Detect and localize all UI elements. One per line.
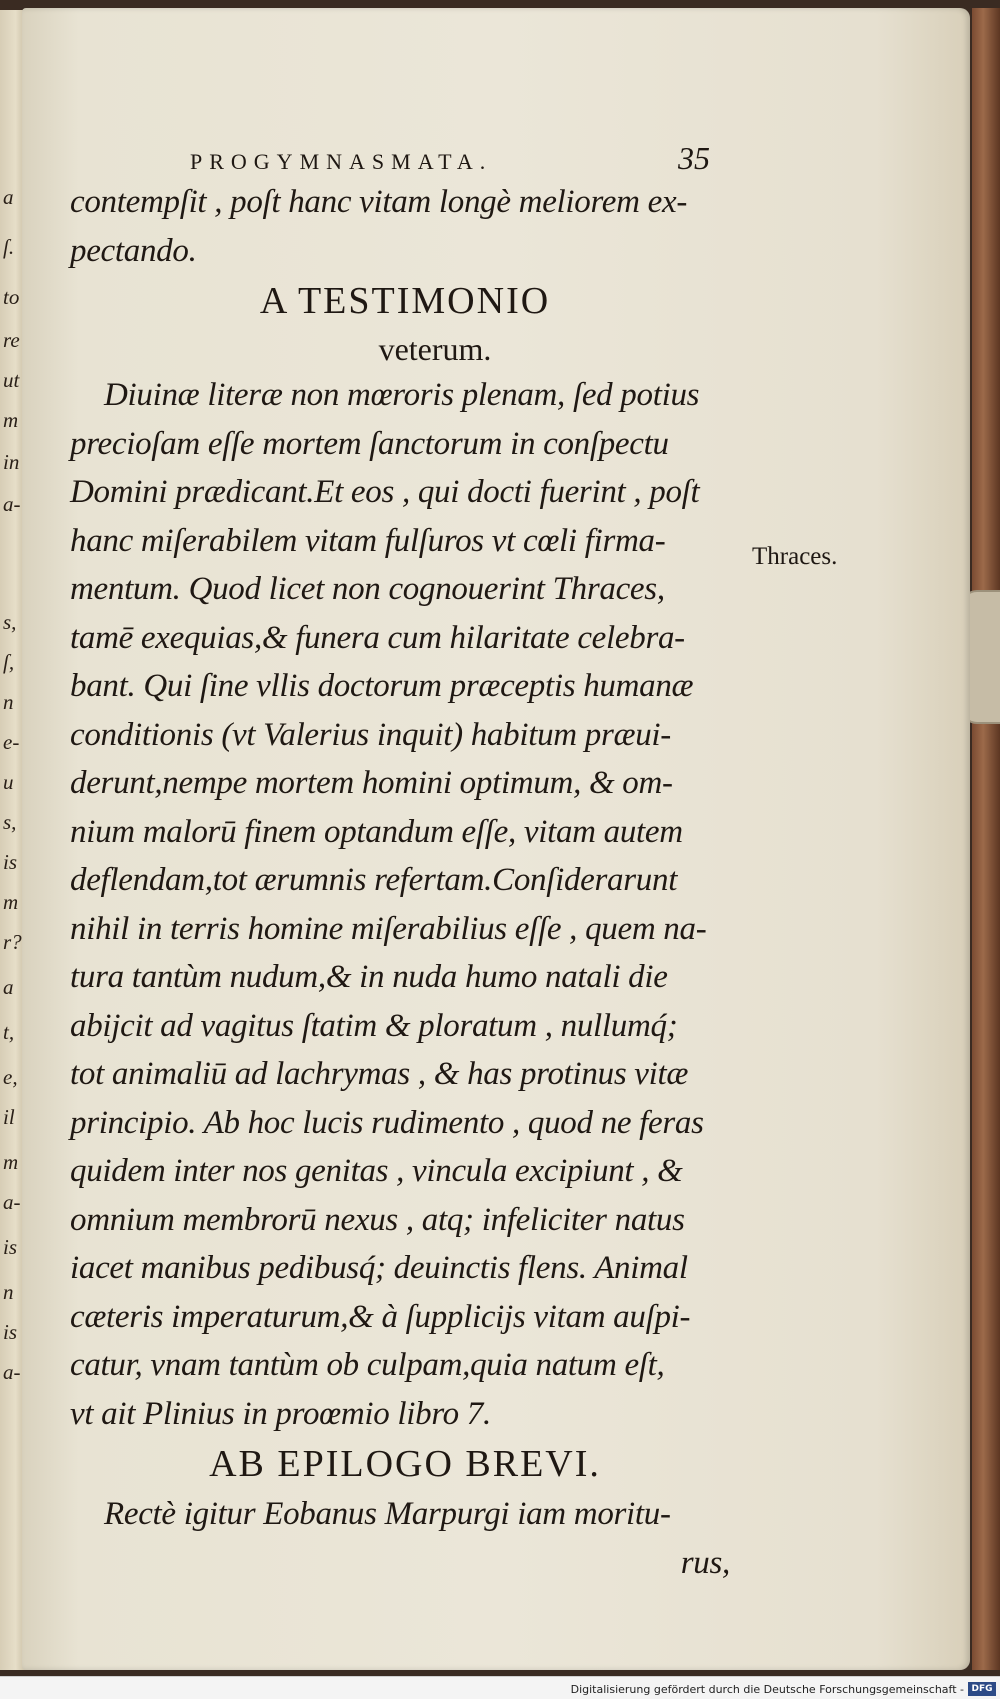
text-line: tamē exequias,& funera cum hilaritate celebra- <box>70 619 685 656</box>
left-page-fragment: il <box>3 1105 15 1129</box>
left-page-fragment: a- <box>3 1190 21 1214</box>
catchword: rus, <box>680 1544 730 1581</box>
text-line: precioſam eſſe mortem ſanctorum in conſpectu <box>70 425 669 462</box>
page-header <box>190 140 710 177</box>
text-line: iacet manibus pedibusq́; deuinctis flens. Animal <box>70 1250 688 1286</box>
text-line: omnium membrorū nexus , atq; infeliciter natus <box>70 1201 685 1238</box>
text-line: Domini prædicant.Et eos , qui docti fuerint , poſt <box>70 474 700 510</box>
left-page-fragment: u <box>3 770 14 794</box>
section-heading: A TESTIMONIO <box>259 280 551 322</box>
text-line: Diuinæ literæ non mœroris plenam, ſed potius <box>104 377 700 413</box>
text-line: pectando. <box>70 232 197 269</box>
left-page-fragment: is <box>3 850 18 874</box>
left-page-fragment: s, <box>3 810 17 834</box>
text-line: derunt,nempe mortem homini optimum, & om- <box>70 765 673 801</box>
left-page-fragment: to <box>3 285 20 309</box>
footer-credit: Digitalisierung gefördert durch die Deutsche Forschungsgemeinschaft - <box>570 1683 964 1696</box>
left-page-fragment: ſ. <box>3 235 15 259</box>
left-page-fragment: ut <box>3 368 20 392</box>
text-line: hanc miſerabilem vitam fulſuros vt cœli firma- <box>70 522 666 559</box>
text-line: catur, vnam tantùm ob culpam,quia natum eſt, <box>70 1347 665 1383</box>
left-page-fragment: is <box>3 1320 18 1344</box>
footer-bar <box>0 1676 1000 1699</box>
section-subheading: veterum. <box>378 331 492 367</box>
text-line: deflendam,tot ærumnis refertam.Conſiderarunt <box>70 862 678 898</box>
left-page-fragment: re <box>3 328 20 352</box>
left-page-fragment: e, <box>3 1065 18 1089</box>
text-line: tura tantùm nudum,& in nuda humo natali die <box>70 959 668 995</box>
dfg-logo: DFG <box>968 1682 996 1696</box>
left-page-fragment: m <box>3 1150 19 1174</box>
marginal-note: Thraces. <box>752 543 838 570</box>
left-page-fragment: ſ, <box>3 650 15 674</box>
left-page-fragment: t, <box>3 1020 15 1044</box>
left-page-fragment: m <box>3 890 19 914</box>
text-line: cæteris imperaturum,& à ſupplicijs vitam auſpi- <box>70 1298 691 1335</box>
left-page-fragment: s, <box>3 610 17 634</box>
left-page-fragment: n <box>3 690 14 714</box>
left-page-fragment: in <box>3 450 20 474</box>
left-page-fragment: r? <box>3 930 22 954</box>
text-line: conditionis (vt Valerius inquit) habitum præui- <box>70 716 671 753</box>
text-line: principio. Ab hoc lucis rudimento , quod ne feras <box>70 1104 704 1141</box>
text-line: nihil in terris homine miſerabilius eſſe , quem na- <box>70 910 707 947</box>
left-page-fragment: m <box>3 408 19 432</box>
text-line: contempſit , poſt hanc vitam longè meliorem ex- <box>70 184 688 220</box>
left-page-fragment: a <box>3 185 14 209</box>
book-cover-edge <box>972 8 1000 1670</box>
text-line: bant. Qui ſine vllis doctorum præceptis humanæ <box>70 668 694 704</box>
text-line: nium malorū finem optandum eſſe, vitam autem <box>70 813 683 850</box>
left-page-fragment: is <box>3 1235 18 1259</box>
left-page-fragment: a- <box>3 492 21 516</box>
left-page-fragment: a <box>3 975 14 999</box>
left-page-fragment: e- <box>3 730 20 754</box>
text-line: Rectè igitur Eobanus Marpurgi iam moritu- <box>104 1496 671 1532</box>
section-heading: AB EPILOGO BREVI. <box>209 1443 601 1485</box>
left-page-fragment: n <box>3 1280 14 1304</box>
text-line: abijcit ad vagitus ſtatim & ploratum , nullumq́; <box>70 1007 678 1044</box>
text-block <box>70 178 740 1587</box>
left-page-fragment: a- <box>3 1360 21 1384</box>
running-title: PROGYMNASMATA. <box>190 149 493 174</box>
text-line: vt ait Plinius in proœmio libro 7. <box>70 1395 491 1432</box>
text-line: quidem inter nos genitas , vincula excipiunt , & <box>70 1153 683 1189</box>
text-line: tot animaliū ad lachrymas , & has protinus vitæ <box>70 1056 689 1092</box>
text-line: mentum. Quod licet non cognouerint Thraces, <box>70 571 665 607</box>
page-number: 35 <box>678 140 710 176</box>
